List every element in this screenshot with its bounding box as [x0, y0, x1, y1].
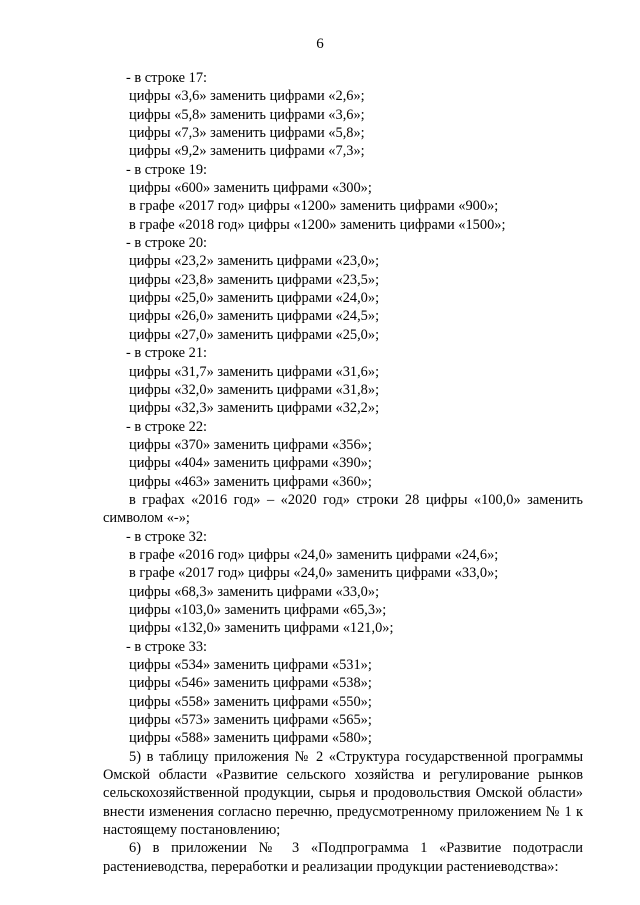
amendment-line: цифры «558» заменить цифрами «550»;: [129, 693, 372, 710]
amendment-line: в графе «2018 год» цифры «1200» заменить цифрами «1500»;: [129, 216, 506, 233]
amendment-line: цифры «463» заменить цифрами «360»;: [129, 473, 372, 490]
amendment-line: цифры «23,2» заменить цифрами «23,0»;: [129, 253, 380, 270]
amendment-line: цифры «573» заменить цифрами «565»;: [129, 712, 372, 729]
amendment-line: цифры «9,2» заменить цифрами «7,3»;: [129, 143, 365, 160]
amendment-line: цифры «534» заменить цифрами «531»;: [129, 657, 372, 673]
amendment-line: цифры «31,7» заменить цифрами «31,6»;: [129, 363, 380, 380]
amendment-line: цифры «7,3» заменить цифрами «5,8»;: [129, 125, 365, 142]
row-heading-line: - в строке 17:: [126, 70, 208, 86]
row-heading-line: - в строке 32:: [126, 528, 208, 545]
amendment-line: цифры «132,0» заменить цифрами «121,0»;: [129, 620, 394, 637]
amendment-line: цифры «23,8» заменить цифрами «23,5»;: [129, 271, 380, 288]
amendment-line: цифры «26,0» заменить цифрами «24,5»;: [129, 308, 380, 325]
amendment-line: цифры «68,3» заменить цифрами «33,0»;: [129, 583, 380, 600]
amendment-line: цифры «3,6» заменить цифрами «2,6»;: [129, 88, 365, 105]
paragraph-6: 6) в приложении № 3 «Подпрограмма 1 «Развитие подотрасли растениеводства, переработки и реализации продукции растениеводства»:: [103, 840, 583, 875]
amendment-line: цифры «588» заменить цифрами «580»;: [129, 730, 372, 747]
amendment-line: цифры «32,3» заменить цифрами «32,2»;: [129, 400, 380, 417]
amendment-line: в графе «2017 год» цифры «1200» заменить цифрами «900»;: [129, 198, 499, 215]
amendment-line: цифры «404» заменить цифрами «390»;: [129, 455, 372, 472]
amendment-line: цифры «27,0» заменить цифрами «25,0»;: [129, 326, 380, 343]
row-heading-line: - в строке 22:: [126, 418, 208, 435]
amendment-line: цифры «32,0» заменить цифрами «31,8»;: [129, 381, 380, 398]
amendment-list-top: [103, 69, 583, 491]
row-heading-line: - в строке 20:: [126, 235, 208, 252]
amendment-list-bottom: [103, 528, 583, 748]
amendment-line: цифры «370» заменить цифрами «356»;: [129, 436, 372, 453]
amendment-line: в графе «2017 год» цифры «24,0» заменить цифрами «33,0»;: [129, 565, 499, 582]
row-heading-line: - в строке 21:: [126, 345, 208, 362]
amendment-line: цифры «5,8» заменить цифрами «3,6»;: [129, 106, 365, 123]
amendment-line: цифры «600» заменить цифрами «300»;: [129, 180, 372, 197]
amendment-line: в графе «2016 год» цифры «24,0» заменить цифрами «24,6»;: [129, 546, 499, 563]
paragraph-graphs-28: в графах «2016 год» – «2020 год» строки 28 цифры «100,0» заменить символом «-»;: [103, 491, 583, 527]
amendment-line: цифры «103,0» заменить цифрами «65,3»;: [129, 601, 387, 618]
paragraph-5: 5) в таблицу приложения № 2 «Структура государственной программы Омской области «Развитие сельского хозяйства и регулирование рынков сельскохозяйственной продукции, сырья и продовольствия Омской области» внести изменения согласно перечню, предусмотренному приложением № 1 к настоящему постановлению;: [103, 748, 583, 839]
page-number: 6: [316, 36, 324, 52]
document-body: [103, 69, 583, 876]
row-heading-line: - в строке 33:: [126, 638, 208, 655]
amendment-line: цифры «25,0» заменить цифрами «24,0»;: [129, 290, 380, 307]
amendment-line: цифры «546» заменить цифрами «538»;: [129, 675, 372, 692]
row-heading-line: - в строке 19:: [126, 161, 208, 178]
